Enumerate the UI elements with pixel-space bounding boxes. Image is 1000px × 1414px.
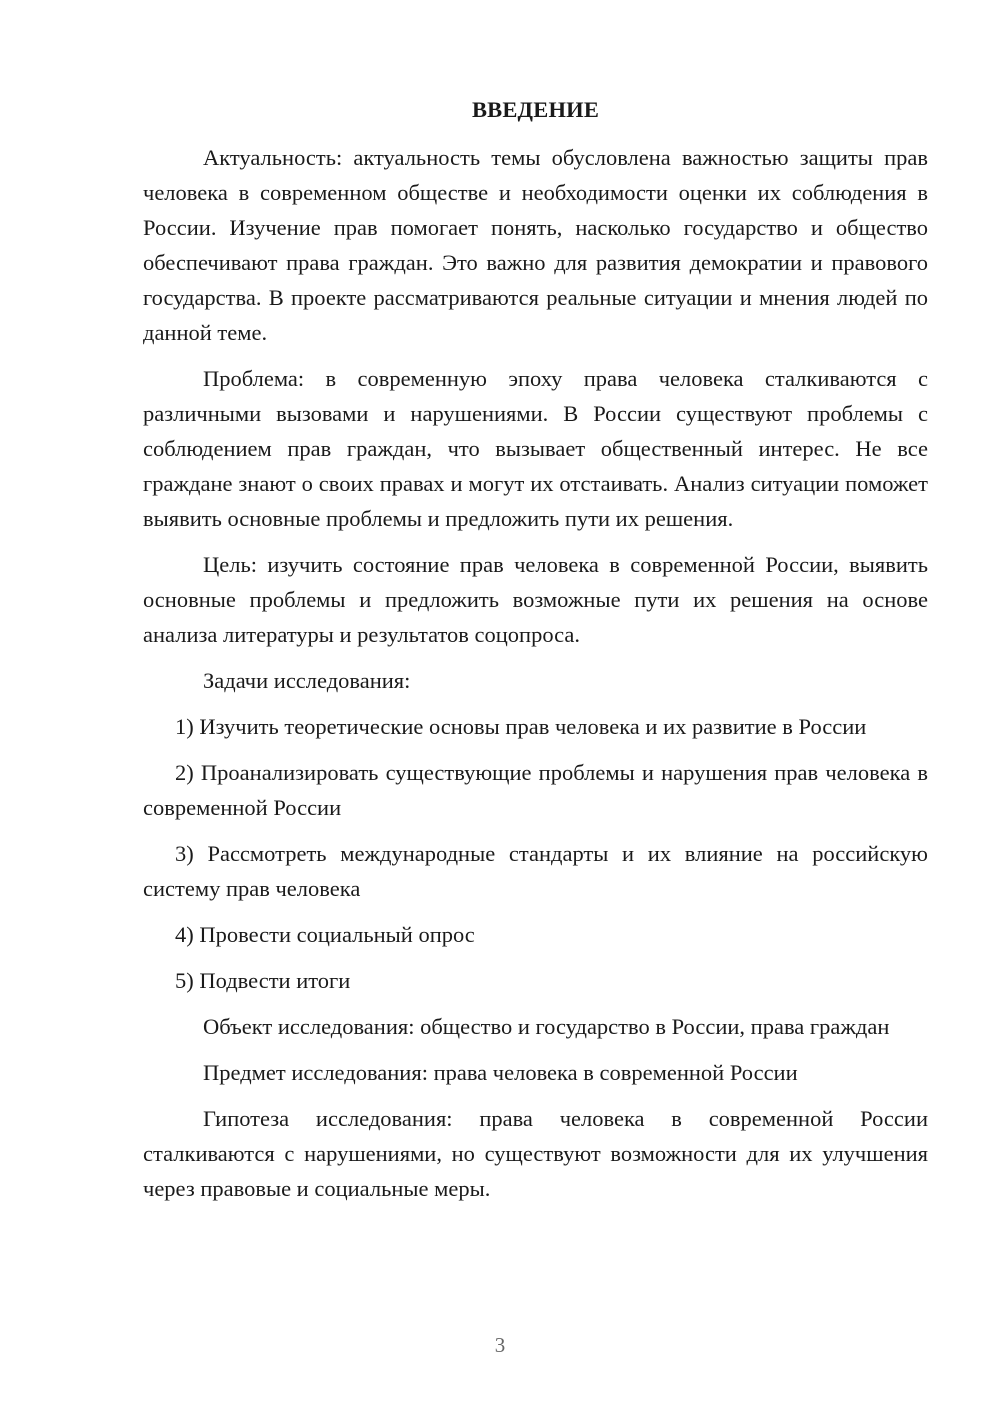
task-item-2: 2) Проанализировать существующие проблемы и нарушения прав человека в современной России	[143, 760, 928, 820]
task-list	[143, 709, 928, 998]
document-page	[143, 92, 928, 1217]
paragraph-subject: Предмет исследования: права человека в современной России	[203, 1060, 798, 1085]
paragraph-hypothesis: Гипотеза исследования: права человека в современной России сталкиваются с нарушениями, но существуют возможности для их улучшения через правовые и социальные меры.	[143, 1106, 928, 1201]
task-item-4: 4) Провести социальный опрос	[175, 922, 475, 947]
page-number: 3	[494, 1333, 506, 1357]
task-item-5: 5) Подвести итоги	[175, 968, 351, 993]
section-title: ВВЕДЕНИЕ	[471, 97, 600, 122]
task-item-3: 3) Рассмотреть международные стандарты и их влияние на российскую систему прав человека	[143, 841, 928, 901]
paragraph-object: Объект исследования: общество и государство в России, права граждан	[203, 1014, 890, 1039]
paragraph-tasks-heading: Задачи исследования:	[203, 668, 411, 693]
paragraph-goal: Цель: изучить состояние прав человека в современной России, выявить основные проблемы и предложить возможные пути их решения на основе анализа литературы и результатов соцопроса.	[143, 552, 928, 647]
paragraph-problem: Проблема: в современную эпоху права человека сталкиваются с различными вызовами и нарушениями. В России существуют проблемы с соблюдением прав граждан, что вызывает общественный интерес. Не все граждане знают о своих правах и могут их отстаивать. Анализ ситуации поможет выявить основные проблемы и предложить пути их решения.	[143, 366, 928, 531]
task-item-1: 1) Изучить теоретические основы прав человека и их развитие в России	[175, 714, 867, 739]
paragraph-relevance: Актуальность: актуальность темы обусловлена важностью защиты прав человека в современном обществе и необходимости оценки их соблюдения в России. Изучение прав помогает понять, насколько государство и общество обеспечивают права граждан. Это важно для развития демократии и правового государства. В проекте рассматриваются реальные ситуации и мнения людей по данной теме.	[143, 145, 928, 345]
